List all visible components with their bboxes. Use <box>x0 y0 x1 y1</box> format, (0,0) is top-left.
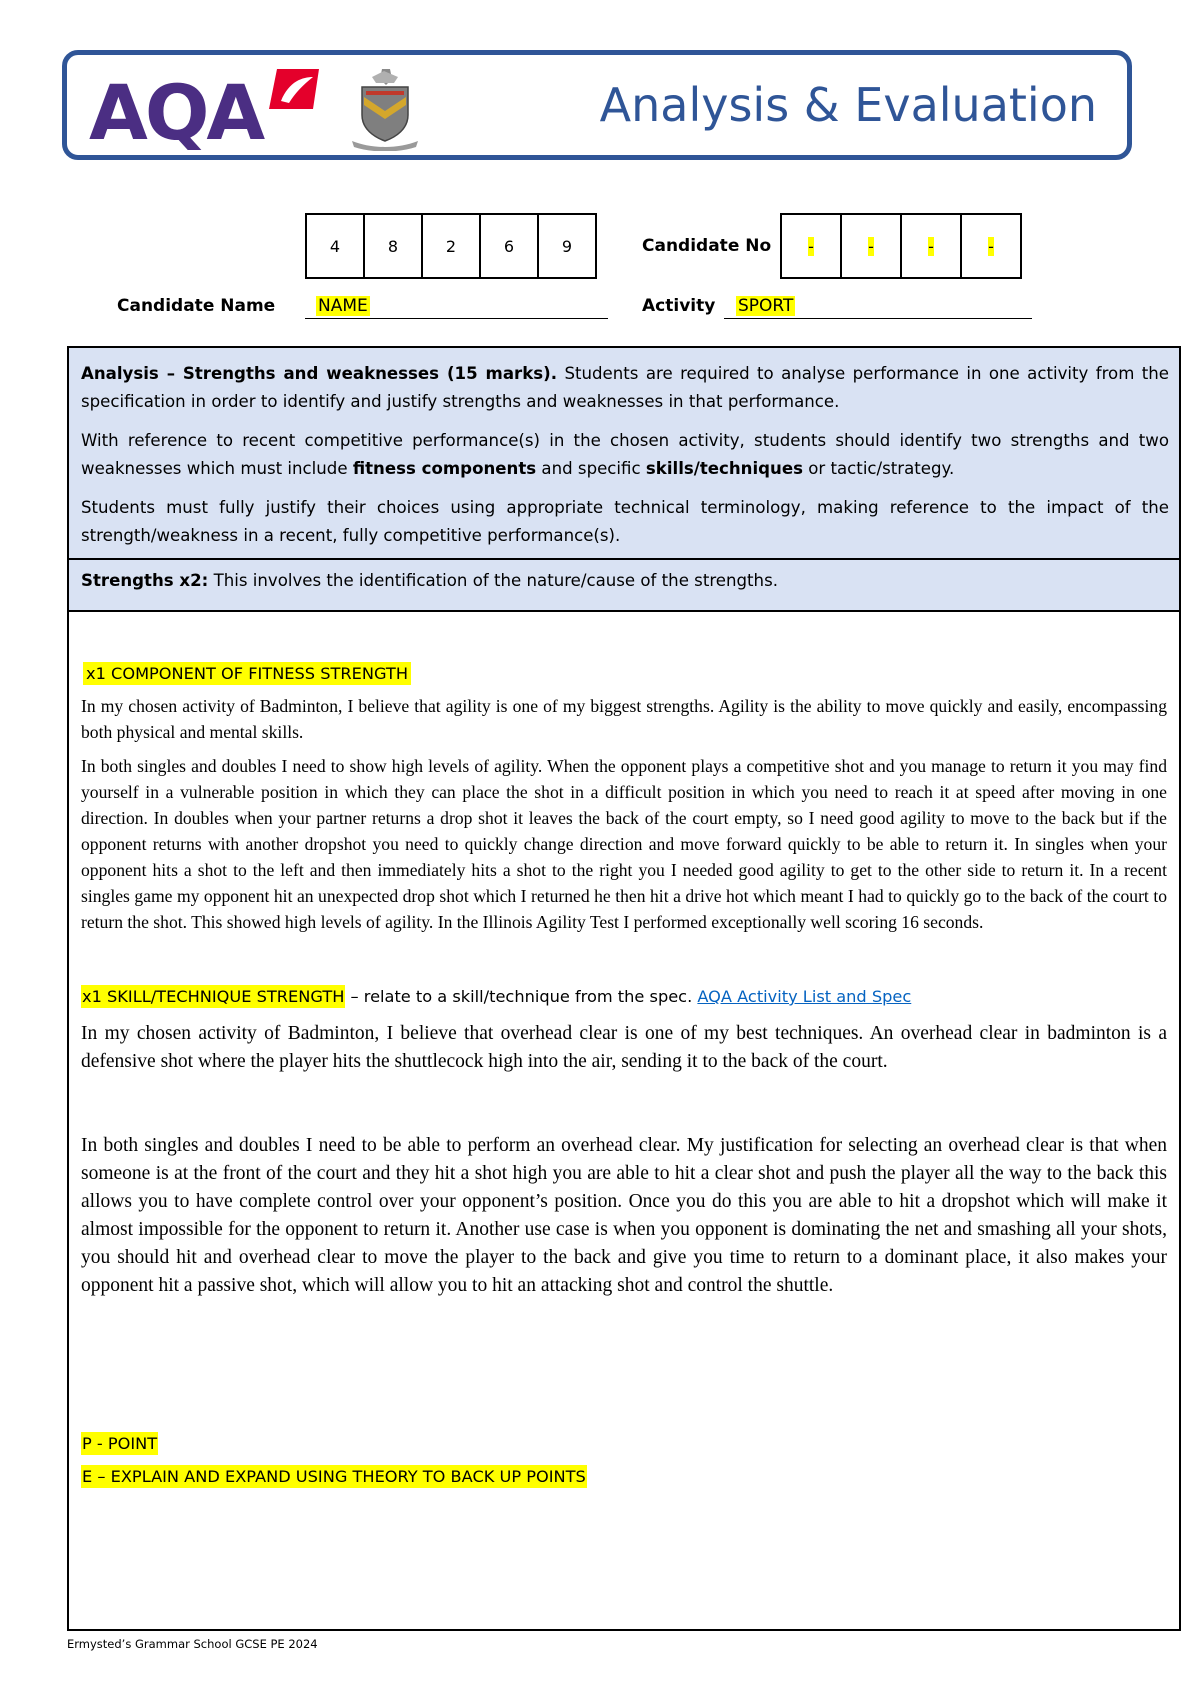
candidate-number-box[interactable] <box>960 213 1022 279</box>
pee-point: P - POINT <box>82 1434 158 1453</box>
centre-digit-box: 4 <box>305 213 365 279</box>
analysis-heading: Analysis – Strengths and weaknesses (15 marks). <box>81 364 558 383</box>
aqa-swoosh-icon <box>263 65 323 123</box>
candidate-name-underline <box>305 318 608 319</box>
candidate-name-label: Candidate Name <box>117 296 276 316</box>
aqa-logo: AQA <box>89 68 263 157</box>
centre-digit-box: 2 <box>421 213 481 279</box>
centre-digit-box: 8 <box>363 213 423 279</box>
answer-area[interactable] <box>69 612 1179 1486</box>
candidate-number-box[interactable] <box>840 213 902 279</box>
fitness-para-2: In both singles and doubles I need to show high levels of agility. When the opponent plays a competitive shot and you manage to return it you may find yourself in a vulnerable position in which they can place the shot in a difficult position in which you need to reach it at speed after moving in one direction. In doubles when your partner returns a drop shot it leaves the back of the court empty, so I need good agility to move to the back but if the opponent returns with another dropshot you need to quickly change direction and move forward quickly to be able to return it. In singles when your opponent hits a shot to the left and then immediately hits a shot to the right you I needed good agility to get to the other side to return it. In a recent singles game my opponent hit an unexpected drop shot which I returned he then hit a drive hot which meant I had to quickly go to the back of the court to return the shot. This showed high levels of agility. In the Illinois Agility Test I performed exceptionally well scoring 16 seconds. <box>81 756 1167 932</box>
candidate-name-field[interactable]: NAME <box>318 296 368 316</box>
activity-field[interactable]: SPORT <box>738 296 794 316</box>
strengths-text: This involves the identification of the nature/cause of the strengths. <box>208 571 778 590</box>
skill-para-2: In both singles and doubles I need to be able to perform an overhead clear. My justification for selecting an overhead clear is that when someone is at the front of the court and they hit a shot high you are able to hit a clear shot and push the player all the way to the back this allows you to have complete control over your opponent’s position. Once you do this you are able to hit a dropshot which will make it almost impossible for the opponent to return it. Another use case is when you opponent is dominating the net and smashing all your shots, you should hit and overhead clear to move the player to the back and give you time to return to a dominant place, it also makes your opponent hit a passive shot, which will allow you to hit an attacking shot and control the shuttle. <box>81 1135 1167 1296</box>
analysis-p2-text: and specific <box>536 459 646 478</box>
analysis-p2-bold: skills/techniques <box>645 459 803 478</box>
centre-digit-box: 9 <box>537 213 597 279</box>
fitness-strength-heading: x1 COMPONENT OF FITNESS STRENGTH <box>83 662 411 685</box>
candidate-number-value: - <box>928 236 934 256</box>
candidate-number-label: Candidate No <box>642 236 772 256</box>
school-crest-icon <box>342 65 428 151</box>
candidate-number-box[interactable] <box>780 213 842 279</box>
centre-digit-box: 6 <box>479 213 539 279</box>
skill-strength-heading: x1 SKILL/TECHNIQUE STRENGTH <box>82 987 345 1006</box>
fitness-para-1: In my chosen activity of Badminton, I believe that agility is one of my biggest strengths. Agility is the ability to move quickly and easily, encompassing both physical and mental skills. <box>81 696 1167 742</box>
activity-label: Activity <box>642 296 716 316</box>
candidate-number-box[interactable] <box>900 213 962 279</box>
analysis-p3: Students must fully justify their choices using appropriate technical terminology, making reference to the impact of the strength/weakness in a recent, fully competitive performance(s). <box>81 498 1169 545</box>
page-footer: Ermysted’s Grammar School GCSE PE 2024 <box>67 1637 318 1651</box>
activity-underline <box>724 318 1032 319</box>
aqa-spec-link[interactable]: AQA Activity List and Spec <box>697 987 912 1006</box>
strengths-heading: Strengths x2: <box>81 571 209 590</box>
skill-relate-text: – relate to a skill/technique from the spec. <box>345 987 698 1006</box>
analysis-p2-text: or tactic/strategy. <box>802 459 955 478</box>
skill-para-1: In my chosen activity of Badminton, I believe that overhead clear is one of my best techniques. An overhead clear in badminton is a defensive shot where the player hits the shuttlecock high into the air, sending it to the back of the court. <box>81 1023 1167 1072</box>
centre-number-boxes <box>305 213 595 279</box>
assessment-table <box>67 346 1181 1631</box>
strengths-row <box>69 560 1179 612</box>
candidate-number-value: - <box>868 236 874 256</box>
candidate-number-value: - <box>808 236 814 256</box>
page-title: Analysis & Evaluation <box>599 78 1097 132</box>
analysis-p2-text: With reference to recent competitive performance(s) in the chosen activity, students should identify two strengths and two weaknesses which must include <box>81 431 1169 478</box>
header-banner <box>62 50 1132 160</box>
candidate-number-boxes <box>780 213 1020 279</box>
analysis-intro: Students are required to analyse performance in one activity from the specification in order to identify and justify strengths and weaknesses in that performance. <box>81 364 1170 411</box>
candidate-number-value: - <box>988 236 994 256</box>
analysis-p2-bold: fitness components <box>352 459 537 478</box>
analysis-instructions <box>69 348 1179 560</box>
pee-explain: E – EXPLAIN AND EXPAND USING THEORY TO BACK UP POINTS <box>82 1467 586 1486</box>
